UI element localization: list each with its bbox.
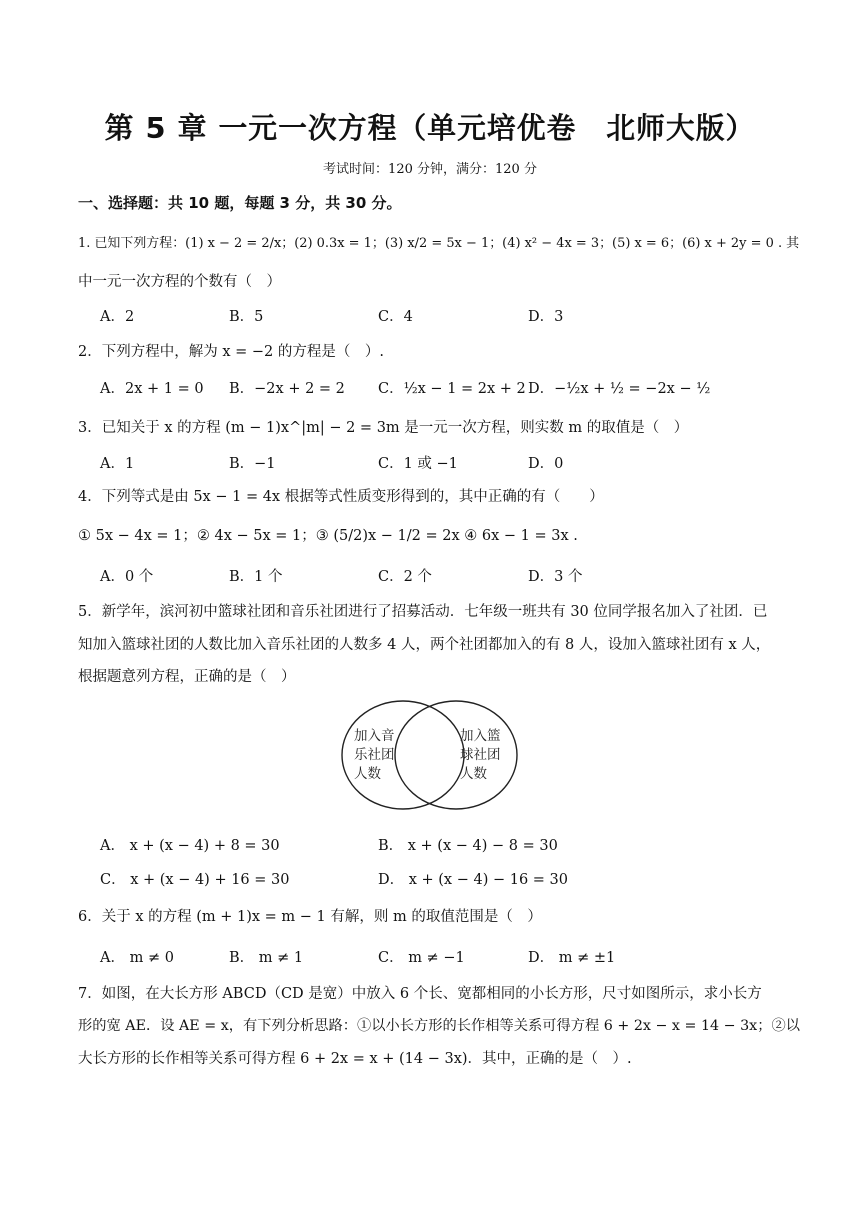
- question-1-option-c: C．4: [378, 309, 413, 325]
- question-2-option-b: B．−2x + 2 = 2: [229, 381, 345, 397]
- question-7-line-3: 大长方形的长作相等关系可得方程 6 + 2x = x + (14 − 3x)．其中，正确的是（ ）.: [78, 1051, 632, 1067]
- question-6-option-d: D． m ≠ ±1: [528, 950, 616, 966]
- question-6-line-1: 6．关于 x 的方程 (m + 1)x = m − 1 有解，则 m 的取值范围是（ ）: [78, 909, 542, 925]
- question-5-option-a: A． x + (x − 4) + 8 = 30: [100, 838, 280, 854]
- question-4-line-1: 4．下列等式是由 5x − 1 = 4x 根据等式性质变形得到的，其中正确的有（ ）: [78, 489, 604, 505]
- venn-left-label-1: 加入音: [354, 728, 395, 744]
- question-1-option-d: D．3: [528, 309, 564, 325]
- question-6-option-c: C． m ≠ −1: [378, 950, 465, 966]
- question-3-line-1: 3．已知关于 x 的方程 (m − 1)x^|m| − 2 = 3m 是一元一次方程，则实数 m 的取值是（ ）: [78, 420, 689, 436]
- question-6-option-b: B． m ≠ 1: [229, 950, 304, 966]
- venn-left-label-3: 人数: [354, 766, 381, 782]
- question-4-option-d: D．3 个: [528, 569, 583, 585]
- question-3-option-a: A．1: [100, 456, 135, 472]
- question-4-option-a: A．0 个: [100, 569, 154, 585]
- question-2-option-c: C．½x − 1 = 2x + 2: [378, 381, 526, 397]
- question-1-option-a: A．2: [100, 309, 135, 325]
- venn-diagram: [336, 696, 522, 814]
- question-3-option-d: D．0: [528, 456, 564, 472]
- question-2-line-1: 2．下列方程中，解为 x = −2 的方程是（ ）.: [78, 344, 384, 360]
- question-3-option-c: C．1 或 −1: [378, 456, 458, 472]
- question-7-line-1: 7．如图，在大长方形 ABCD（CD 是宽）中放入 6 个长、宽都相同的小长方形，尺寸如图所示，求小长方: [78, 986, 762, 1002]
- question-4-line-2: ① 5x − 4x = 1；② 4x − 5x = 1；③ (5/2)x − 1/2 = 2x ④ 6x − 1 = 3x .: [78, 528, 578, 544]
- question-4-option-b: B．1 个: [229, 569, 283, 585]
- question-1-option-b: B．5: [229, 309, 264, 325]
- venn-left-label-2: 乐社团: [354, 747, 395, 763]
- question-4-option-c: C．2 个: [378, 569, 432, 585]
- venn-right-label-3: 人数: [460, 766, 487, 782]
- question-6-option-a: A． m ≠ 0: [100, 950, 174, 966]
- question-5-option-c: C． x + (x − 4) + 16 = 30: [100, 872, 290, 888]
- question-2-option-d: D．−½x + ½ = −2x − ½: [528, 381, 711, 397]
- question-1-line-2: 中一元一次方程的个数有（ ）: [78, 274, 281, 290]
- question-5-line-3: 根据题意列方程，正确的是（ ）: [78, 669, 296, 685]
- question-1-line-1: 1. 已知下列方程：(1) x − 2 = 2/x；(2) 0.3x = 1；(3) x/2 = 5x − 1；(4) x² − 4x = 3；(5) x = 6；(6) x + 2y = 0 . 其: [78, 236, 800, 251]
- question-2-option-a: A．2x + 1 = 0: [100, 381, 204, 397]
- question-5-line-1: 5．新学年，滨河初中篮球社团和音乐社团进行了招募活动．七年级一班共有 30 位同学报名加入了社团．已: [78, 604, 768, 620]
- page-title: 第 5 章 一元一次方程（单元培优卷 北师大版）: [104, 111, 756, 145]
- section-heading: 一、选择题：共 10 题，每题 3 分，共 30 分。: [78, 194, 402, 212]
- venn-right-label-1: 加入篮: [460, 728, 501, 744]
- question-5-option-d: D． x + (x − 4) − 16 = 30: [378, 872, 569, 888]
- question-7-line-2: 形的宽 AE．设 AE = x，有下列分析思路：①以小长方形的长作相等关系可得方程 6 + 2x − x = 14 − 3x；②以: [78, 1018, 800, 1034]
- question-5-line-2: 知加入篮球社团的人数比加入音乐社团的人数多 4 人，两个社团都加入的有 8 人，设加入篮球社团有 x 人，: [78, 637, 771, 653]
- question-5-option-b: B． x + (x − 4) − 8 = 30: [378, 838, 558, 854]
- venn-right-label-2: 球社团: [460, 747, 501, 763]
- question-3-option-b: B．−1: [229, 456, 276, 472]
- exam-info: 考试时间：120 分钟，满分：120 分: [323, 162, 537, 177]
